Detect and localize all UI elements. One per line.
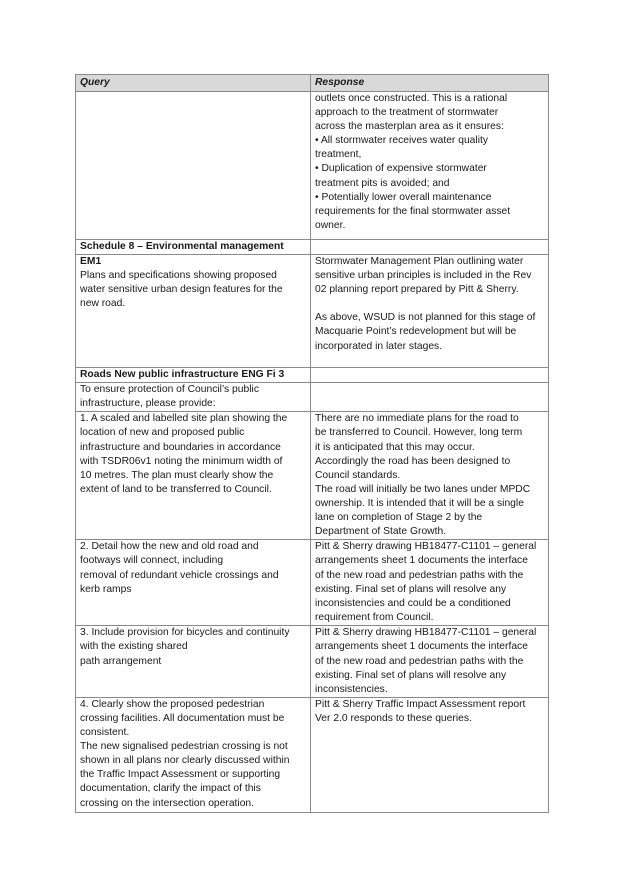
table-row: [76, 626, 549, 697]
query-line: extent of land to be transferred to Council.: [80, 483, 272, 495]
response-line: • Duplication of expensive stormwater: [315, 163, 487, 175]
response-line: 02 planning report prepared by Pitt & Sherry.: [315, 284, 519, 296]
response-line: • Potentially lower overall maintenance: [315, 191, 492, 203]
query-line: documentation, clarify the impact of this: [80, 783, 261, 795]
response-cell: [311, 383, 549, 412]
response-line: of the new road and pedestrian paths with the: [315, 569, 524, 581]
query-line: crossing facilities. All documentation must be: [80, 712, 285, 724]
query-line: 10 metres. The plan must clearly show the: [80, 469, 274, 481]
query-line: kerb ramps: [80, 583, 132, 595]
response-line: inconsistencies and could be a conditioned: [315, 597, 511, 609]
response-cell: [311, 255, 549, 368]
query-response-table: [75, 74, 549, 813]
query-line: infrastructure, please provide:: [80, 398, 216, 410]
table-row: [76, 92, 549, 240]
query-line: the Traffic Impact Assessment or supporting: [80, 769, 281, 781]
response-line: outlets once constructed. This is a rational: [315, 93, 508, 104]
query-cell: [76, 92, 311, 240]
query-line: To ensure protection of Council’s public: [80, 384, 259, 396]
query-line: 2. Detail how the new and old road and: [80, 541, 259, 553]
query-cell: [76, 383, 311, 412]
response-line: sensitive urban principles is included in the Rev: [315, 270, 532, 282]
query-line: consistent.: [80, 727, 130, 739]
table-body: [76, 92, 549, 813]
response-cell: [311, 626, 549, 697]
response-line: incorporated in later stages.: [315, 340, 443, 352]
response-line: Macquarie Point’s redevelopment but will be: [315, 326, 517, 338]
section-row: [76, 240, 549, 255]
response-line: Council standards.: [315, 469, 401, 481]
response-line: • All stormwater receives water quality: [315, 135, 488, 147]
response-header: Response: [311, 75, 549, 92]
response-line: Stormwater Management Plan outlining water: [315, 256, 524, 268]
table-row: [76, 255, 549, 368]
query-line: Plans and specifications showing proposed: [80, 270, 277, 282]
response-line: it is anticipated that this may occur.: [315, 441, 475, 453]
table-header-row: [76, 75, 549, 92]
table-row: [76, 697, 549, 812]
response-line: Pitt & Sherry drawing HB18477-C1101 – general: [315, 541, 537, 553]
section-title: Schedule 8 – Environmental management: [76, 240, 311, 255]
query-cell: [76, 540, 311, 626]
response-line: be transferred to Council. However, long term: [315, 427, 523, 439]
query-line: removal of redundant vehicle crossings and: [80, 569, 279, 581]
response-cell: [311, 540, 549, 626]
paragraph-gap: [315, 297, 545, 311]
response-line: Department of State Growth.: [315, 526, 447, 538]
query-header: Query: [76, 75, 311, 92]
response-line: Pitt & Sherry drawing HB18477-C1101 – general: [315, 627, 537, 639]
response-line: requirement from Council.: [315, 611, 434, 623]
query-title: EM1: [80, 256, 102, 268]
query-line: water sensitive urban design features for the: [80, 284, 283, 296]
table-row: [76, 412, 549, 540]
query-cell: [76, 626, 311, 697]
query-line: new road.: [80, 298, 126, 310]
response-line: inconsistencies.: [315, 683, 388, 695]
query-line: crossing on the intersection operation.: [80, 797, 255, 809]
response-line: treatment,: [315, 149, 362, 161]
response-line: existing. Final set of plans will resolve any: [315, 583, 507, 595]
section-row: [76, 368, 549, 383]
response-cell: [311, 368, 549, 383]
response-line: owner.: [315, 219, 346, 231]
response-line: lane on completion of Stage 2 by the: [315, 512, 483, 524]
table-row: [76, 383, 549, 412]
response-line: Pitt & Sherry Traffic Impact Assessment report: [315, 698, 526, 710]
response-cell: [311, 412, 549, 540]
query-line: 1. A scaled and labelled site plan showing the: [80, 413, 288, 425]
query-line: with TSDR06v1 noting the minimum width of: [80, 455, 283, 467]
response-line: approach to the treatment of stormwater: [315, 107, 499, 119]
query-cell: [76, 255, 311, 368]
response-cell: [311, 240, 549, 255]
query-line: footways will connect, including: [80, 555, 224, 567]
response-cell: [311, 92, 549, 240]
response-line: The road will initially be two lanes under MPDC: [315, 483, 531, 495]
query-line: with the existing shared: [80, 641, 188, 653]
response-line: Ver 2.0 responds to these queries.: [315, 712, 472, 724]
query-cell: [76, 697, 311, 812]
query-line: The new signalised pedestrian crossing is not: [80, 741, 288, 753]
query-line: infrastructure and boundaries in accordance: [80, 441, 281, 453]
query-line: path arrangement: [80, 655, 162, 667]
response-line: treatment pits is avoided; and: [315, 177, 450, 189]
response-line: across the masterplan area as it ensures:: [315, 121, 504, 133]
response-line: ownership. It is intended that it will be a single: [315, 497, 524, 509]
query-line: 3. Include provision for bicycles and continuity: [80, 627, 290, 639]
section-title: Roads New public infrastructure ENG Fi 3: [76, 368, 311, 383]
response-line: There are no immediate plans for the road to: [315, 413, 519, 425]
response-line: As above, WSUD is not planned for this stage of: [315, 312, 536, 324]
response-line: arrangements sheet 1 documents the interface: [315, 641, 528, 653]
query-line: location of new and proposed public: [80, 427, 245, 439]
response-line: requirements for the final stormwater asset: [315, 205, 511, 217]
query-line: shown in all plans nor clearly discussed within: [80, 755, 290, 767]
response-line: Accordingly the road has been designed to: [315, 455, 511, 467]
response-line: of the new road and pedestrian paths with the: [315, 655, 524, 667]
query-line: 4. Clearly show the proposed pedestrian: [80, 698, 265, 710]
response-line: arrangements sheet 1 documents the interface: [315, 555, 528, 567]
response-line: existing. Final set of plans will resolve any: [315, 669, 507, 681]
query-cell: [76, 412, 311, 540]
table-row: [76, 540, 549, 626]
response-cell: [311, 697, 549, 812]
